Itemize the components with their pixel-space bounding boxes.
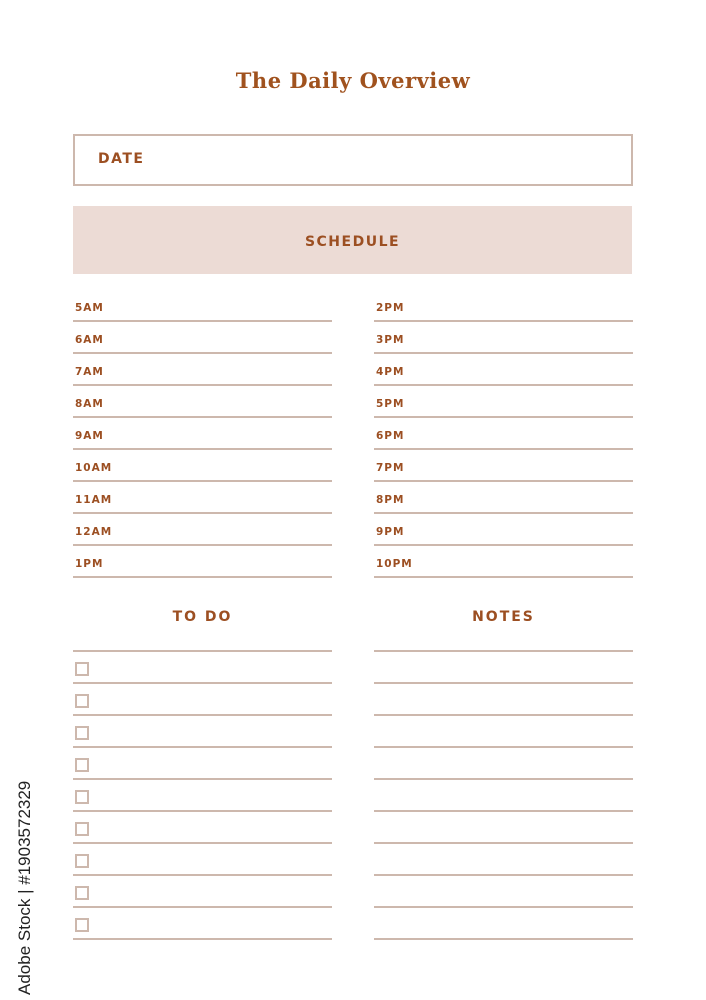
schedule-slot[interactable] bbox=[374, 322, 633, 354]
note-line[interactable] bbox=[374, 748, 633, 780]
note-line[interactable] bbox=[374, 652, 633, 684]
time-label: 4PM bbox=[376, 366, 405, 378]
checkbox[interactable] bbox=[75, 822, 89, 836]
time-label: 5AM bbox=[75, 302, 104, 314]
todo-item[interactable] bbox=[73, 844, 332, 876]
note-line[interactable] bbox=[374, 620, 633, 652]
todo-item[interactable] bbox=[73, 716, 332, 748]
checkbox[interactable] bbox=[75, 854, 89, 868]
schedule-label: SCHEDULE bbox=[304, 234, 401, 250]
checkbox[interactable] bbox=[75, 758, 89, 772]
time-label: 6PM bbox=[376, 430, 405, 442]
schedule-slot[interactable] bbox=[73, 386, 332, 418]
schedule-slot[interactable] bbox=[73, 322, 332, 354]
watermark-text: Adobe Stock | #1903572329 bbox=[15, 780, 34, 995]
notes-heading: NOTES bbox=[472, 609, 535, 625]
todo-list bbox=[73, 620, 332, 940]
schedule-slot[interactable] bbox=[73, 450, 332, 482]
checkbox[interactable] bbox=[75, 886, 89, 900]
todo-item[interactable] bbox=[73, 652, 332, 684]
date-field[interactable] bbox=[73, 134, 633, 186]
page-title: The Daily Overview bbox=[235, 68, 471, 93]
time-label: 7AM bbox=[75, 366, 104, 378]
schedule-column-left bbox=[73, 290, 332, 578]
todo-heading: TO DO bbox=[172, 609, 233, 625]
schedule-slot[interactable] bbox=[374, 546, 633, 578]
checkbox[interactable] bbox=[75, 694, 89, 708]
note-line[interactable] bbox=[374, 844, 633, 876]
checkbox[interactable] bbox=[75, 662, 89, 676]
todo-item[interactable] bbox=[73, 620, 332, 652]
todo-item[interactable] bbox=[73, 876, 332, 908]
schedule-column-right bbox=[374, 290, 633, 578]
notes-list bbox=[374, 620, 633, 940]
time-label: 1PM bbox=[75, 558, 104, 570]
checkbox[interactable] bbox=[75, 790, 89, 804]
checkbox[interactable] bbox=[75, 918, 89, 932]
time-label: 3PM bbox=[376, 334, 405, 346]
time-label: 10AM bbox=[75, 462, 113, 474]
schedule-slot[interactable] bbox=[73, 546, 332, 578]
schedule-header bbox=[73, 206, 632, 274]
schedule-slot[interactable] bbox=[374, 450, 633, 482]
time-label: 11AM bbox=[75, 494, 113, 506]
todo-item[interactable] bbox=[73, 812, 332, 844]
schedule-slot[interactable] bbox=[73, 418, 332, 450]
note-line[interactable] bbox=[374, 812, 633, 844]
todo-item[interactable] bbox=[73, 908, 332, 940]
schedule-slot[interactable] bbox=[374, 514, 633, 546]
checkbox[interactable] bbox=[75, 726, 89, 740]
schedule-slot[interactable] bbox=[374, 386, 633, 418]
time-label: 6AM bbox=[75, 334, 104, 346]
time-label: 10PM bbox=[376, 558, 413, 570]
schedule-slot[interactable] bbox=[73, 514, 332, 546]
time-label: 9PM bbox=[376, 526, 405, 538]
time-label: 8AM bbox=[75, 398, 104, 410]
schedule-slot[interactable] bbox=[73, 354, 332, 386]
note-line[interactable] bbox=[374, 780, 633, 812]
time-label: 12AM bbox=[75, 526, 113, 538]
schedule-slot[interactable] bbox=[73, 290, 332, 322]
todo-item[interactable] bbox=[73, 684, 332, 716]
note-line[interactable] bbox=[374, 684, 633, 716]
note-line[interactable] bbox=[374, 876, 633, 908]
time-label: 8PM bbox=[376, 494, 405, 506]
schedule-slot[interactable] bbox=[73, 482, 332, 514]
note-line[interactable] bbox=[374, 908, 633, 940]
todo-item[interactable] bbox=[73, 780, 332, 812]
schedule-slot[interactable] bbox=[374, 290, 633, 322]
stock-watermark bbox=[10, 755, 36, 995]
time-label: 5PM bbox=[376, 398, 405, 410]
time-label: 7PM bbox=[376, 462, 405, 474]
time-label: 9AM bbox=[75, 430, 104, 442]
note-line[interactable] bbox=[374, 716, 633, 748]
todo-item[interactable] bbox=[73, 748, 332, 780]
time-label: 2PM bbox=[376, 302, 405, 314]
schedule-slot[interactable] bbox=[374, 354, 633, 386]
date-label: DATE bbox=[98, 151, 145, 167]
schedule-slot[interactable] bbox=[374, 482, 633, 514]
schedule-slot[interactable] bbox=[374, 418, 633, 450]
